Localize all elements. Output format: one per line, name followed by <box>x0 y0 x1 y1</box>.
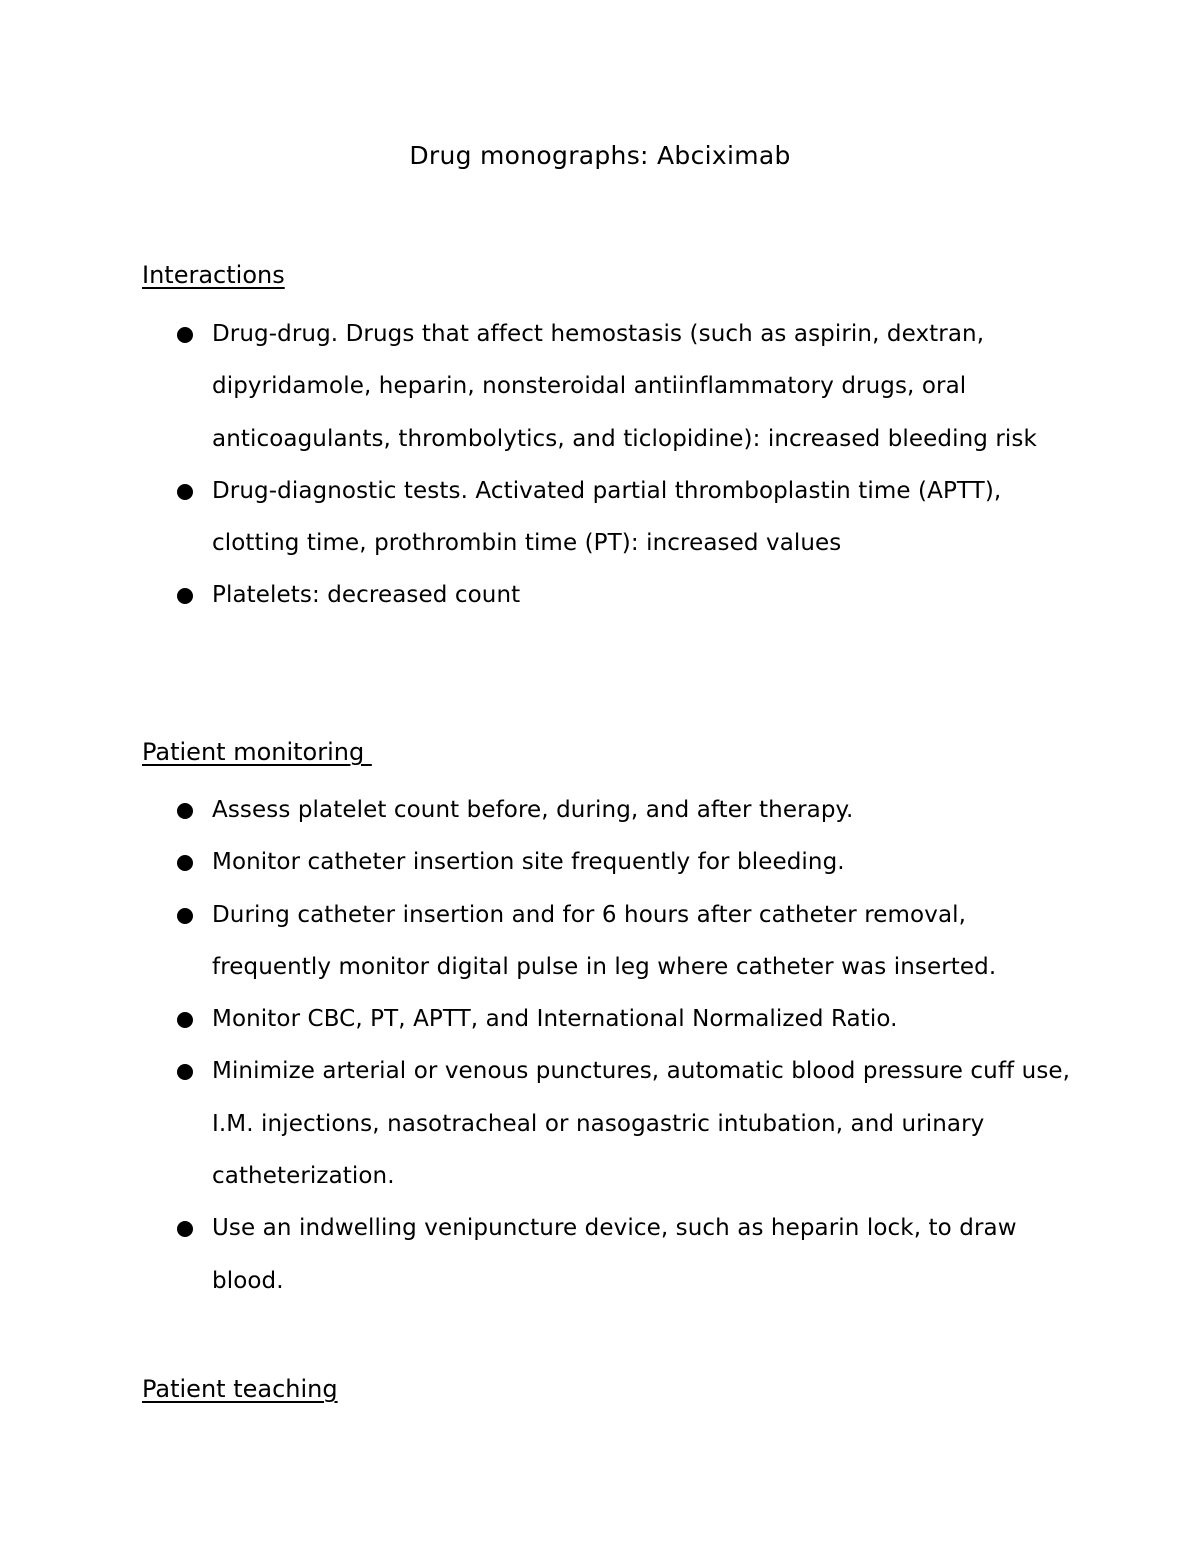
bullet-icon <box>177 327 193 343</box>
list-item <box>175 993 1075 1045</box>
list-item <box>175 836 1075 888</box>
bullet-icon <box>177 1064 193 1080</box>
interactions-list <box>175 308 1075 622</box>
list-item-text: Platelets: decreased count <box>212 582 521 609</box>
list-item-text: Drug-diagnostic tests. Activated partial thromboplastin time (APTT), clotting time, prothrombin time (PT): increased values <box>212 477 1002 557</box>
list-item-text: Drug-drug. Drugs that affect hemostasis (such as aspirin, dextran, dipyridamole, heparin, nonsteroidal antiinflammatory drugs, oral anticoagulants, thrombolytics, and ticlopidine): increased bleeding risk <box>212 321 1037 452</box>
list-item <box>175 465 1075 570</box>
document-title: Drug monographs: Abciximab <box>409 141 791 170</box>
list-item <box>175 569 1075 621</box>
section-heading-patient-monitoring: Patient monitoring <box>142 738 372 766</box>
section-heading-interactions: Interactions <box>142 261 285 289</box>
bullet-icon <box>177 803 193 819</box>
patient-monitoring-list <box>175 784 1075 1307</box>
list-item <box>175 889 1075 994</box>
list-item-text: Use an indwelling venipuncture device, such as heparin lock, to draw blood. <box>212 1215 1017 1294</box>
list-item <box>175 1202 1075 1307</box>
list-item-text: During catheter insertion and for 6 hours after catheter removal, frequently monitor digital pulse in leg where catheter was inserted. <box>212 901 997 980</box>
list-item-text: Assess platelet count before, during, and after therapy. <box>212 797 854 823</box>
bullet-icon <box>177 1012 193 1028</box>
list-item-text: Monitor CBC, PT, APTT, and International Normalized Ratio. <box>212 1006 898 1033</box>
list-item <box>175 1045 1075 1202</box>
section-heading-patient-teaching: Patient teaching <box>142 1375 338 1403</box>
list-item <box>175 784 1075 836</box>
bullet-icon <box>177 1221 193 1237</box>
list-item-text: Monitor catheter insertion site frequently for bleeding. <box>212 849 845 876</box>
list-item <box>175 308 1075 465</box>
bullet-icon <box>177 588 193 604</box>
list-item-text: Minimize arterial or venous punctures, automatic blood pressure cuff use, I.M. injections, nasotracheal or nasogastric intubation, and urinary catheterization. <box>212 1058 1071 1190</box>
bullet-icon <box>177 484 193 500</box>
bullet-icon <box>177 855 193 871</box>
bullet-icon <box>177 908 193 924</box>
